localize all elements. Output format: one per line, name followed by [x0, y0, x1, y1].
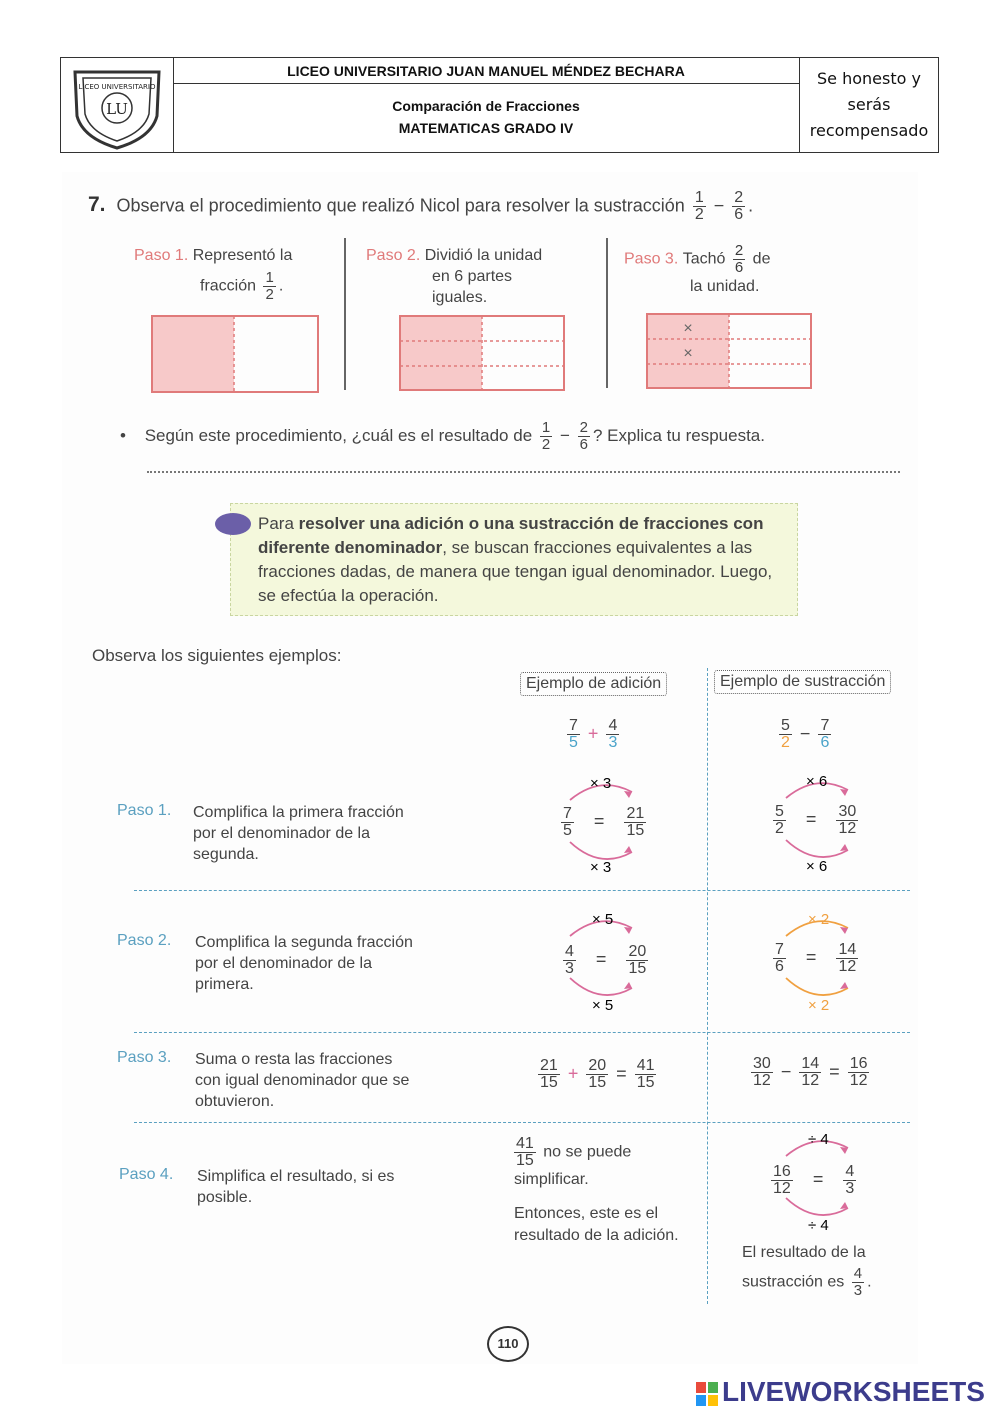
shield-icon — [61, 58, 173, 152]
step-text: Representó la — [192, 247, 293, 264]
question-text: ? Explica tu respuesta. — [592, 425, 765, 445]
nicol-step-2 — [366, 245, 542, 308]
exercise-prompt — [88, 190, 753, 223]
crossed-sixths-box — [645, 312, 815, 392]
motto-line: Se honesto y — [817, 69, 921, 88]
subtraction-step1: $\frac{5}{2}$ = $\frac{30}{12}$ — [775, 803, 857, 837]
step-text: Suma o resta las fracciones con igual denominador que se obtuvieron. — [195, 1051, 410, 1110]
exercise-text: Observa el procedimiento que realizó Nicol para resolver la sustracción — [116, 195, 685, 216]
divider — [344, 238, 346, 390]
example-step-2 — [117, 932, 413, 993]
logo-initials: LU — [106, 100, 128, 118]
fraction: $\frac{2}{6}$ — [734, 189, 744, 223]
header-center — [173, 58, 800, 152]
step-label: Paso 1. — [134, 247, 189, 264]
step-label: Paso 1. — [117, 802, 172, 819]
addition-example-title: Ejemplo de adición — [520, 672, 667, 696]
step-label: Paso 2. — [117, 932, 172, 949]
logo-text: LICEO UNIVERSITARIO — [78, 83, 156, 91]
column-divider — [707, 668, 708, 1304]
fraction: $\frac{1}{2}$ — [694, 189, 704, 223]
page-number: 110 — [487, 1326, 529, 1362]
separator — [134, 1032, 910, 1033]
examples-intro: Observa los siguientes ejemplos: — [92, 646, 342, 665]
exercise-number: 7. — [88, 193, 106, 217]
addition-step1: $\frac{7}{5}$ = $\frac{21}{15}$ — [563, 805, 645, 839]
motto — [800, 66, 938, 144]
addition-step3: $\frac{21}{15}$ + $\frac{20}{15}$ = $\frac{41}{15}$ — [540, 1057, 655, 1091]
motto-line: serás — [847, 95, 891, 114]
fraction: $\frac{2}{6}$ — [579, 419, 588, 453]
svg-text:× 3: × 3 — [590, 859, 612, 876]
addition-step4: $\frac{41}{15}$ no se puede simplificar. Entonces, este es el resultado de la adición. — [514, 1135, 679, 1244]
sixths-box — [398, 314, 568, 394]
step-text: Dividió la unidad — [424, 247, 543, 264]
fraction: $\frac{1}{2}$ — [541, 419, 551, 453]
subtraction-step2: $\frac{7}{6}$ = $\frac{14}{12}$ — [775, 941, 857, 975]
step-text: Complifica la segunda fracción por el denominador de la primera. — [195, 934, 413, 993]
subtraction-step3: $\frac{30}{12}$ − $\frac{14}{12}$ = $\frac{16}{12}$ — [753, 1055, 868, 1089]
half-box — [150, 314, 322, 394]
separator — [134, 1122, 910, 1123]
svg-text:× 5: × 5 — [592, 911, 614, 928]
grade-title: MATEMATICAS GRADO IV — [398, 120, 574, 136]
example-step-3 — [117, 1049, 410, 1110]
addition-step2: $\frac{4}{3}$ = $\frac{20}{15}$ — [565, 943, 647, 977]
step-text: Complifica la primera fracción por el denominador de la segunda. — [193, 804, 404, 863]
step-label: Paso 3. — [624, 250, 679, 268]
answer-line[interactable] — [147, 471, 900, 473]
rule-text: Para resolver una adición o una sustracción de fracciones con diferente denominador, se buscan fracciones equivalentes a las fracciones dadas, de manera que tengan igual denominador. Luego, se efectúa la operación. — [258, 514, 773, 605]
school-name: LICEO UNIVERSITARIO JUAN MANUEL MÉNDEZ BECHARA — [173, 58, 799, 84]
step-text-line: en 6 partes — [432, 268, 513, 285]
period: . — [748, 195, 754, 216]
question-text: Según este procedimiento, ¿cuál es el resultado de — [144, 425, 533, 445]
step-text-line: fracción $\frac{1}{2}$ . — [200, 269, 284, 303]
cross-mark: × — [683, 320, 693, 337]
header-table — [60, 57, 939, 153]
step-label: Paso 3. — [117, 1049, 172, 1066]
step-label: Paso 4. — [119, 1166, 174, 1183]
brand-logo — [696, 1380, 718, 1413]
liveworksheets-icon — [696, 1380, 718, 1408]
example-step-4 — [119, 1166, 395, 1206]
cross-mark: × — [683, 345, 693, 362]
step-text-line: iguales. — [432, 289, 488, 306]
nicol-step-3 — [624, 243, 770, 297]
svg-text:÷ 4: ÷ 4 — [808, 1131, 829, 1148]
example-step-1 — [117, 802, 404, 863]
svg-text:× 5: × 5 — [592, 997, 614, 1014]
svg-text:÷ 4: ÷ 4 — [808, 1217, 829, 1234]
svg-text:× 3: × 3 — [590, 775, 612, 792]
svg-text:× 6: × 6 — [806, 858, 828, 875]
subject-title: Comparación de Fracciones — [392, 98, 580, 114]
subtraction-expression: $\frac{5}{2}$ − $\frac{7}{6}$ — [781, 717, 830, 751]
step-label: Paso 2. — [366, 247, 421, 264]
question — [120, 420, 765, 453]
svg-text:× 2: × 2 — [808, 997, 830, 1014]
subtraction-step4: $\frac{16}{12}$ = $\frac{4}{3}$ — [773, 1163, 855, 1197]
nicol-step-1 — [134, 245, 292, 303]
divider — [606, 238, 608, 388]
operator: − — [713, 195, 725, 216]
subtraction-result: El resultado de la sustracción es $\frac{4}{3}$ . — [742, 1244, 872, 1299]
bullet: • — [120, 425, 126, 445]
step-text-line: la unidad. — [690, 278, 760, 295]
rule-note — [230, 503, 798, 616]
brand-name: LIVEWORKSHEETS — [722, 1376, 985, 1407]
step-text: Tachó — [682, 250, 726, 268]
step-text: de — [752, 250, 771, 268]
addition-expression: $\frac{7}{5}$ + $\frac{4}{3}$ — [569, 717, 618, 751]
fraction: $\frac{2}{6}$ — [734, 242, 744, 276]
svg-text:× 6: × 6 — [806, 773, 828, 790]
bullet-icon — [215, 513, 251, 535]
separator — [134, 890, 910, 891]
subtraction-example-title: Ejemplo de sustracción — [714, 670, 891, 694]
operator: − — [559, 425, 570, 445]
motto-line: recompensado — [809, 121, 929, 140]
step-text: Simplifica el resultado, si es posible. — [197, 1168, 395, 1206]
school-logo — [61, 58, 174, 152]
svg-text:× 2: × 2 — [808, 911, 830, 928]
